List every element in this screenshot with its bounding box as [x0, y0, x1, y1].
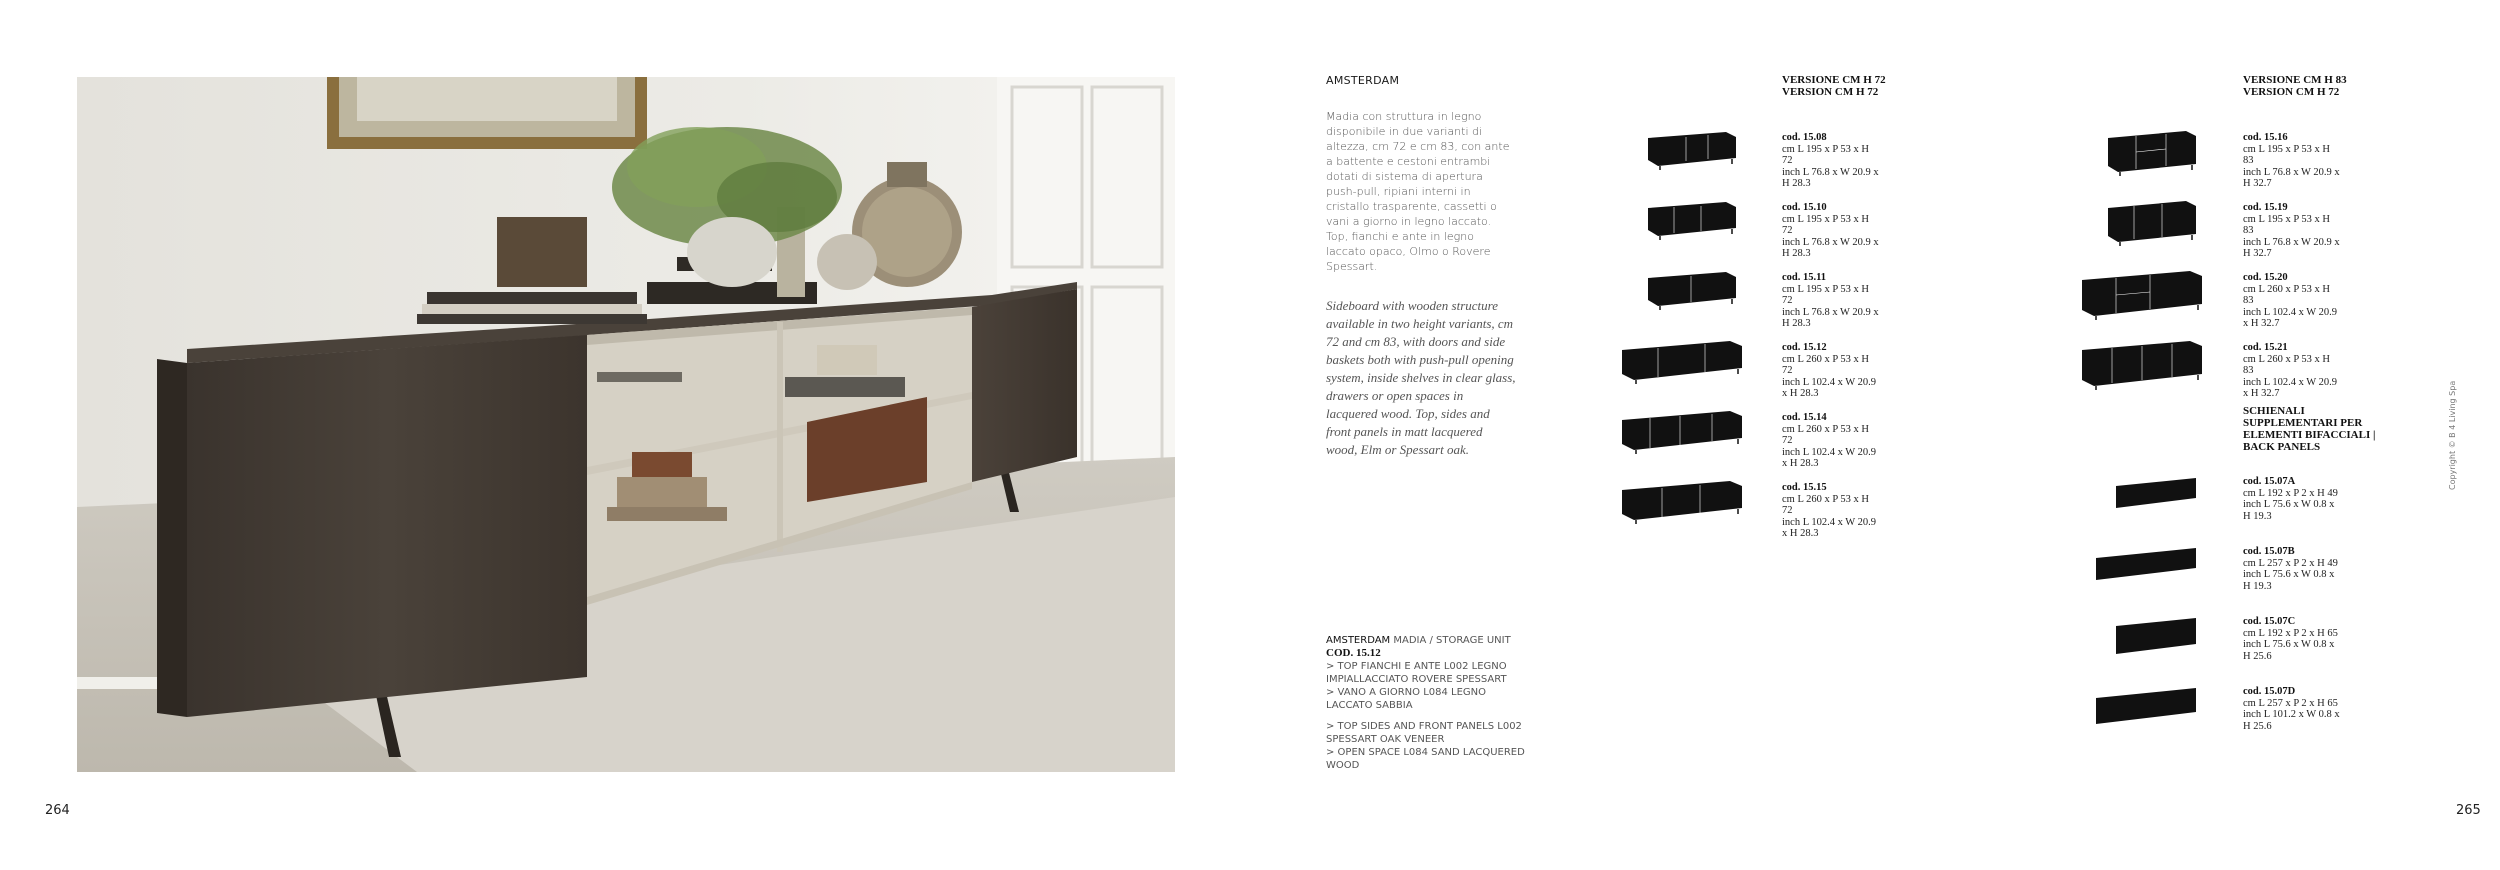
item-inch: inch L 76.8 x W 20.9 x H 32.7	[2243, 166, 2340, 189]
panel-code: cod. 15.07A	[2243, 476, 2296, 487]
item-inch: inch L 76.8 x W 20.9 x H 28.3	[1782, 306, 1879, 329]
col1-header-it: VERSIONE CM H 72	[1782, 74, 1886, 86]
sideboard-thumbnail	[2106, 128, 2198, 176]
copyright-note: Copyright © B 4 Living Spa	[2448, 380, 2457, 490]
caption-it-line1: > TOP FIANCHI E ANTE L002 LEGNO IMPIALLACCIATO ROVERE SPESSART	[1326, 661, 1507, 685]
item-inch: inch L 76.8 x W 20.9 x H 32.7	[2243, 236, 2340, 259]
item-inch: inch L 102.4 x W 20.9 x H 32.7	[2243, 376, 2338, 399]
caption-code: COD. 15.12	[1326, 647, 1381, 659]
item-code: cod. 15.19	[2243, 202, 2288, 213]
item-inch: inch L 102.4 x W 20.9 x H 32.7	[2243, 306, 2338, 329]
sideboard-thumbnail	[2080, 338, 2204, 390]
item-cm: cm L 260 x P 53 x H 72	[1782, 353, 1870, 376]
product-item	[2080, 128, 2340, 189]
item-cm: cm L 195 x P 53 x H 72	[1782, 283, 1870, 306]
item-inch: inch L 102.4 x W 20.9 x H 28.3	[1782, 446, 1877, 469]
caption-subtitle: MADIA / STORAGE UNIT	[1390, 635, 1511, 646]
photo-caption	[1326, 634, 1526, 772]
sideboard-thumbnail	[1646, 268, 1738, 310]
item-code: cod. 15.11	[1782, 272, 1827, 283]
item-code: cod. 15.08	[1782, 132, 1827, 143]
item-code: cod. 15.16	[2243, 132, 2288, 143]
back-panel-thumbnail	[2114, 476, 2198, 510]
panel-code: cod. 15.07D	[2243, 686, 2296, 697]
panel-cm: cm L 192 x P 2 x H 65	[2243, 627, 2338, 639]
panel-item	[2080, 616, 2340, 668]
panel-inch: inch L 101.2 x W 0.8 x H 25.6	[2243, 709, 2340, 732]
sideboard-thumbnail	[1646, 128, 1738, 170]
panel-code: cod. 15.07C	[2243, 616, 2296, 627]
page-number-right: 265	[2456, 803, 2481, 818]
sideboard-thumbnail	[2106, 198, 2198, 246]
panel-inch: inch L 75.6 x W 0.8 x H 19.3	[2243, 569, 2335, 592]
product-item	[1620, 128, 1880, 189]
item-code: cod. 15.10	[1782, 202, 1827, 213]
col2-header-it: VERSIONE CM H 83	[2243, 74, 2347, 86]
panel-inch: inch L 75.6 x W 0.8 x H 19.3	[2243, 499, 2335, 522]
back-panel-thumbnail	[2094, 546, 2198, 580]
panel-cm: cm L 192 x P 2 x H 49	[2243, 487, 2338, 499]
sideboard-thumbnail	[1620, 408, 1744, 454]
panel-inch: inch L 75.6 x W 0.8 x H 25.6	[2243, 639, 2335, 662]
caption-title: AMSTERDAM	[1326, 635, 1391, 646]
description-english: Sideboard with wooden structure available in two height variants, cm 72 and cm 83, with doors and side baskets both with push-pull opening system, inside shelves in clear glass, drawers or open spaces in lacquered wood. Top, sides and front panels in matt lacquered wood, Elm or Spessart oak.	[1326, 298, 1516, 457]
product-item	[2080, 198, 2340, 259]
item-code: cod. 15.14	[1782, 412, 1827, 423]
sideboard-thumbnail	[2080, 268, 2204, 320]
caption-en-line2: > OPEN SPACE L084 SAND LACQUERED WOOD	[1326, 747, 1525, 771]
item-inch: inch L 76.8 x W 20.9 x H 28.3	[1782, 166, 1879, 189]
product-item	[2080, 338, 2340, 399]
sideboard-thumbnail	[1620, 478, 1744, 524]
item-inch: inch L 102.4 x W 20.9 x H 28.3	[1782, 376, 1877, 399]
item-cm: cm L 260 x P 53 x H 72	[1782, 423, 1870, 446]
back-panel-thumbnail	[2114, 616, 2198, 656]
product-item	[1620, 338, 1880, 399]
panel-item	[2080, 686, 2340, 738]
item-cm: cm L 195 x P 53 x H 72	[1782, 143, 1870, 166]
item-cm: cm L 260 x P 53 x H 83	[2243, 353, 2331, 376]
item-code: cod. 15.12	[1782, 342, 1827, 353]
page-number-left: 264	[45, 803, 70, 818]
product-title: AMSTERDAM	[1326, 74, 1400, 87]
item-code: cod. 15.21	[2243, 342, 2288, 353]
panel-item	[2080, 546, 2340, 598]
back-panels-title: SCHIENALI SUPPLEMENTARI PER ELEMENTI BIFACCIALI | BACK PANELS	[2243, 405, 2376, 453]
sideboard-thumbnail	[1646, 198, 1738, 240]
panel-item	[2080, 476, 2340, 528]
panel-cm: cm L 257 x P 2 x H 65	[2243, 697, 2338, 709]
item-cm: cm L 260 x P 53 x H 72	[1782, 493, 1870, 516]
item-inch: inch L 76.8 x W 20.9 x H 28.3	[1782, 236, 1879, 259]
caption-it-line2: > VANO A GIORNO L084 LEGNO LACCATO SABBIA	[1326, 687, 1487, 711]
description-italian: Madia con struttura in legno disponibile in due varianti di altezza, cm 72 e cm 83, con ante a battente e cestoni entrambi dotati di sistema di apertura push-pull, ripiani interni in cristallo trasparente, cassetti o vani a giorno in legno laccato. Top, fianchi e ante in legno laccato opaco, Olmo o Rovere Spessart.	[1326, 110, 1510, 273]
item-cm: cm L 195 x P 53 x H 83	[2243, 143, 2331, 166]
item-code: cod. 15.15	[1782, 482, 1827, 493]
panel-code: cod. 15.07B	[2243, 546, 2295, 557]
sideboard-thumbnail	[1620, 338, 1744, 384]
item-cm: cm L 195 x P 53 x H 83	[2243, 213, 2331, 236]
product-item	[1620, 408, 1880, 469]
sideboard-photo	[77, 77, 1175, 772]
item-cm: cm L 260 x P 53 x H 83	[2243, 283, 2331, 306]
product-item	[1620, 198, 1880, 259]
panel-cm: cm L 257 x P 2 x H 49	[2243, 557, 2338, 569]
col1-header-en: VERSION CM H 72	[1782, 86, 1879, 98]
caption-en-line1: > TOP SIDES AND FRONT PANELS L002 SPESSART OAK VENEER	[1326, 721, 1522, 745]
product-item	[2080, 268, 2340, 329]
back-panel-thumbnail	[2094, 686, 2198, 726]
item-code: cod. 15.20	[2243, 272, 2288, 283]
product-item	[1620, 268, 1880, 329]
col1-header	[1782, 74, 1886, 98]
product-item	[1620, 478, 1880, 539]
item-cm: cm L 195 x P 53 x H 72	[1782, 213, 1870, 236]
item-inch: inch L 102.4 x W 20.9 x H 28.3	[1782, 516, 1877, 539]
col2-header-en: VERSION CM H 72	[2243, 86, 2340, 98]
col2-header	[2243, 74, 2347, 98]
